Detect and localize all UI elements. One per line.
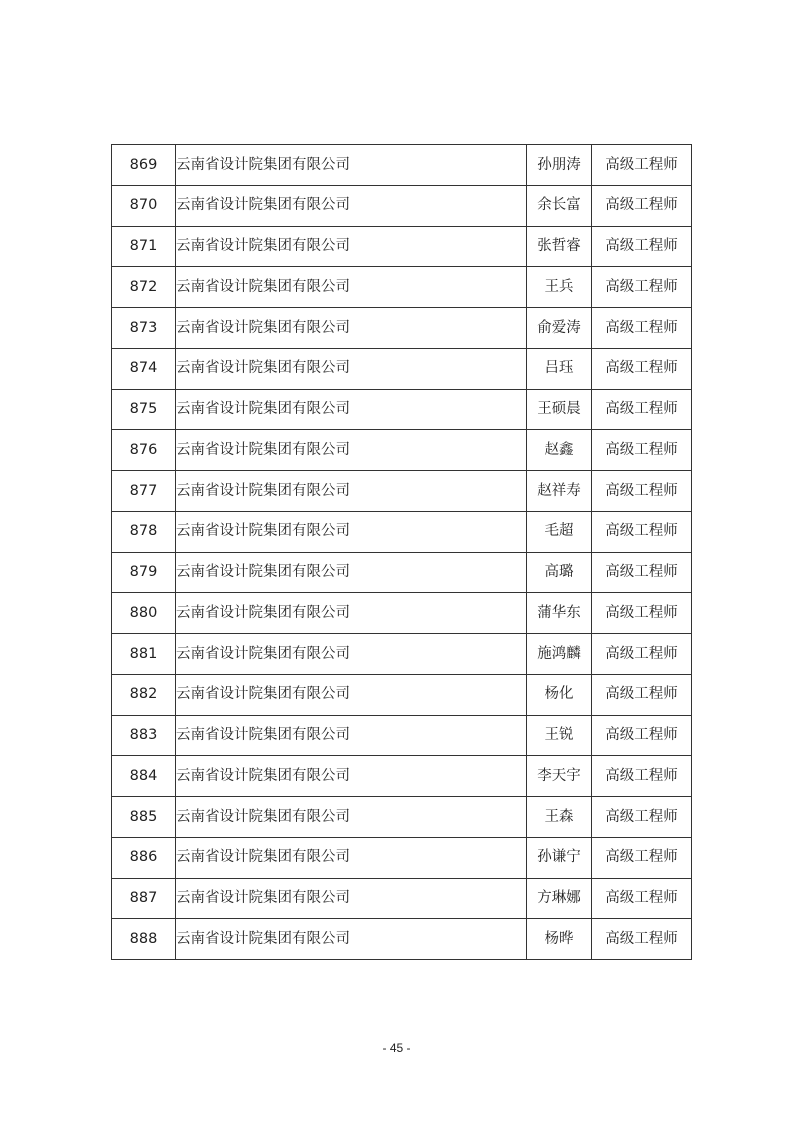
organization-name: 云南省设计院集团有限公司 — [176, 634, 527, 675]
table-row — [112, 878, 692, 919]
professional-title: 高级工程师 — [592, 348, 692, 389]
professional-title: 高级工程师 — [592, 511, 692, 552]
organization-name: 云南省设计院集团有限公司 — [176, 593, 527, 634]
table-row — [112, 308, 692, 349]
professional-title: 高级工程师 — [592, 593, 692, 634]
table-row — [112, 797, 692, 838]
row-number: 879 — [112, 552, 176, 593]
organization-name: 云南省设计院集团有限公司 — [176, 919, 527, 960]
row-number: 887 — [112, 878, 176, 919]
row-number: 873 — [112, 308, 176, 349]
organization-name: 云南省设计院集团有限公司 — [176, 471, 527, 512]
table-row — [112, 267, 692, 308]
table-row — [112, 471, 692, 512]
table-row — [112, 226, 692, 267]
professional-title: 高级工程师 — [592, 389, 692, 430]
row-number: 869 — [112, 145, 176, 186]
professional-title: 高级工程师 — [592, 797, 692, 838]
organization-name: 云南省设计院集团有限公司 — [176, 348, 527, 389]
professional-title: 高级工程师 — [592, 145, 692, 186]
table-row — [112, 756, 692, 797]
person-name: 吕珏 — [527, 348, 592, 389]
organization-name: 云南省设计院集团有限公司 — [176, 756, 527, 797]
table-row — [112, 634, 692, 675]
professional-title: 高级工程师 — [592, 715, 692, 756]
professional-title: 高级工程师 — [592, 226, 692, 267]
table-row — [112, 348, 692, 389]
professional-title: 高级工程师 — [592, 552, 692, 593]
professional-title: 高级工程师 — [592, 185, 692, 226]
row-number: 881 — [112, 634, 176, 675]
person-name: 王硕晨 — [527, 389, 592, 430]
row-number: 876 — [112, 430, 176, 471]
organization-name: 云南省设计院集团有限公司 — [176, 226, 527, 267]
person-name: 杨化 — [527, 674, 592, 715]
row-number: 880 — [112, 593, 176, 634]
person-name: 施鸿麟 — [527, 634, 592, 675]
row-number: 884 — [112, 756, 176, 797]
table-row — [112, 145, 692, 186]
professional-title: 高级工程师 — [592, 308, 692, 349]
professional-title: 高级工程师 — [592, 267, 692, 308]
row-number: 886 — [112, 837, 176, 878]
professional-title: 高级工程师 — [592, 919, 692, 960]
table-row — [112, 837, 692, 878]
row-number: 885 — [112, 797, 176, 838]
table-row — [112, 389, 692, 430]
row-number: 872 — [112, 267, 176, 308]
organization-name: 云南省设计院集团有限公司 — [176, 878, 527, 919]
professional-title: 高级工程师 — [592, 756, 692, 797]
person-name: 王锐 — [527, 715, 592, 756]
person-name: 俞爱涛 — [527, 308, 592, 349]
professional-title: 高级工程师 — [592, 674, 692, 715]
table-row — [112, 593, 692, 634]
table-row — [112, 715, 692, 756]
person-name: 赵祥寿 — [527, 471, 592, 512]
person-name: 高璐 — [527, 552, 592, 593]
person-name: 孙谦宁 — [527, 837, 592, 878]
professional-title: 高级工程师 — [592, 837, 692, 878]
professional-title: 高级工程师 — [592, 430, 692, 471]
organization-name: 云南省设计院集团有限公司 — [176, 674, 527, 715]
person-name: 王兵 — [527, 267, 592, 308]
table-row — [112, 674, 692, 715]
person-name: 方琳娜 — [527, 878, 592, 919]
organization-name: 云南省设计院集团有限公司 — [176, 185, 527, 226]
table-row — [112, 185, 692, 226]
row-number: 882 — [112, 674, 176, 715]
row-number: 871 — [112, 226, 176, 267]
row-number: 878 — [112, 511, 176, 552]
row-number: 877 — [112, 471, 176, 512]
roster-table — [111, 144, 692, 960]
person-name: 余长富 — [527, 185, 592, 226]
person-name: 王森 — [527, 797, 592, 838]
person-name: 孙朋涛 — [527, 145, 592, 186]
table-row — [112, 552, 692, 593]
row-number: 875 — [112, 389, 176, 430]
row-number: 870 — [112, 185, 176, 226]
professional-title: 高级工程师 — [592, 878, 692, 919]
organization-name: 云南省设计院集团有限公司 — [176, 267, 527, 308]
row-number: 883 — [112, 715, 176, 756]
table-row — [112, 430, 692, 471]
person-name: 杨晔 — [527, 919, 592, 960]
table-row — [112, 511, 692, 552]
organization-name: 云南省设计院集团有限公司 — [176, 837, 527, 878]
organization-name: 云南省设计院集团有限公司 — [176, 389, 527, 430]
row-number: 874 — [112, 348, 176, 389]
person-name: 毛超 — [527, 511, 592, 552]
person-name: 蒲华东 — [527, 593, 592, 634]
person-name: 张哲睿 — [527, 226, 592, 267]
table-row — [112, 919, 692, 960]
page-number: - 45 - — [382, 1041, 411, 1055]
person-name: 李天宇 — [527, 756, 592, 797]
organization-name: 云南省设计院集团有限公司 — [176, 430, 527, 471]
organization-name: 云南省设计院集团有限公司 — [176, 715, 527, 756]
organization-name: 云南省设计院集团有限公司 — [176, 797, 527, 838]
organization-name: 云南省设计院集团有限公司 — [176, 145, 527, 186]
organization-name: 云南省设计院集团有限公司 — [176, 308, 527, 349]
professional-title: 高级工程师 — [592, 471, 692, 512]
professional-title: 高级工程师 — [592, 634, 692, 675]
organization-name: 云南省设计院集团有限公司 — [176, 552, 527, 593]
roster-table-body — [112, 145, 692, 960]
row-number: 888 — [112, 919, 176, 960]
organization-name: 云南省设计院集团有限公司 — [176, 511, 527, 552]
person-name: 赵鑫 — [527, 430, 592, 471]
